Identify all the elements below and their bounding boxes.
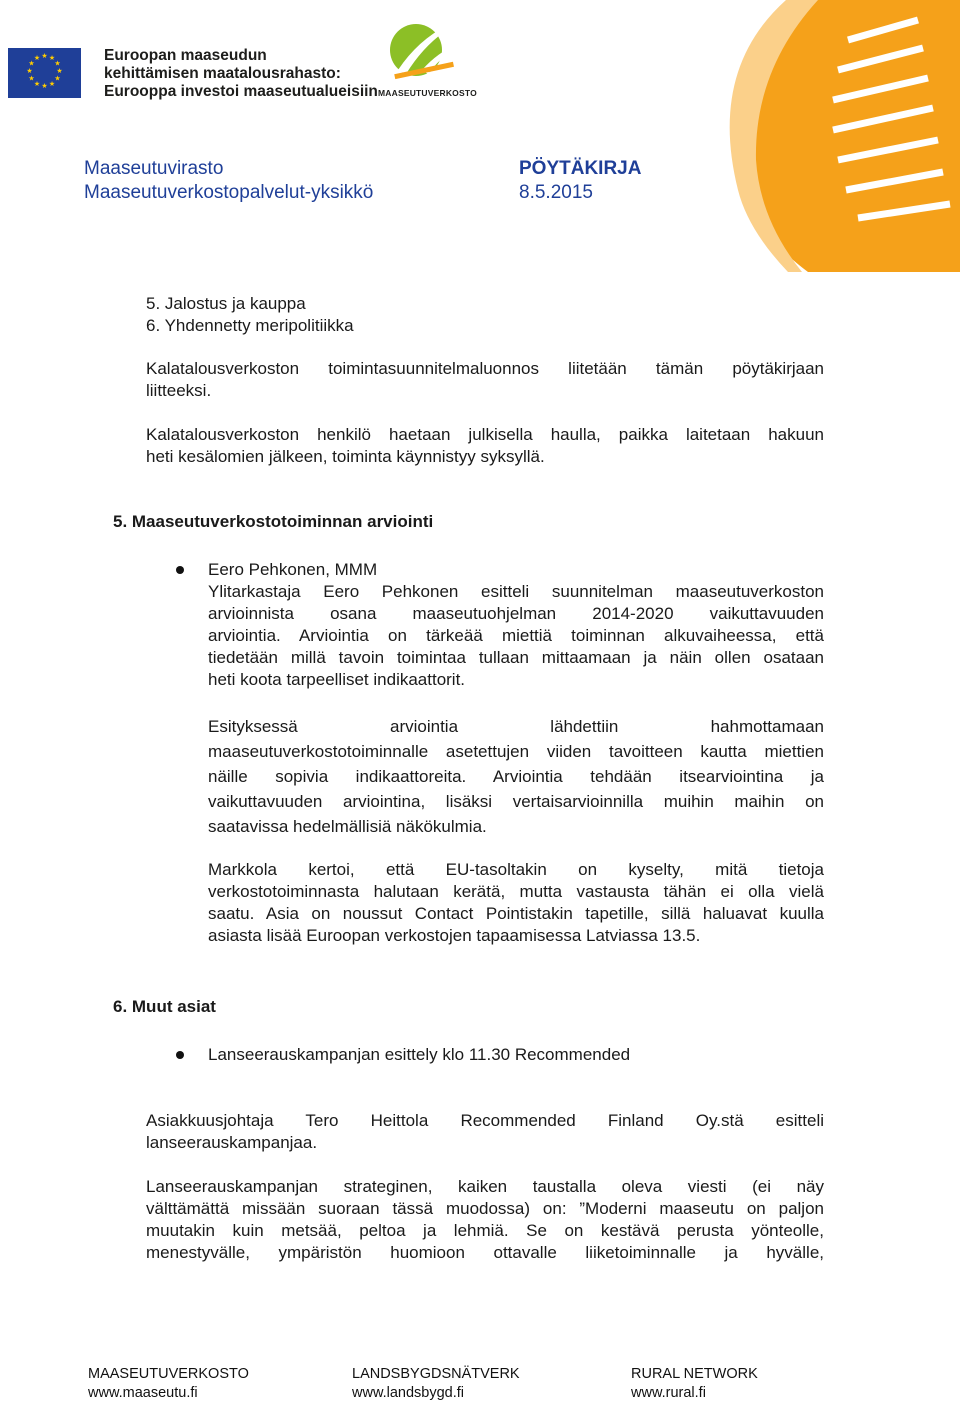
paragraph-line: Kalatalousverkoston henkilö haetaan julkisella haulla, paikka laitetaan hakuun xyxy=(146,425,824,444)
paragraph-line: vaikuttavuuden arviointina, lisäksi vertaisarvioinnilla muihin maihin on xyxy=(208,792,824,811)
paragraph-line: arvioinnista osana maaseutuohjelman 2014-2020 vaikuttavuuden xyxy=(208,604,824,623)
paragraph-line: Lanseerauskampanjan strateginen, kaiken taustalla oleva viesti (ei näy xyxy=(146,1177,824,1196)
paragraph-line: menestyvälle, ympäristön huomioon ottavalle liiketoiminnalle ja hyvälle, xyxy=(146,1243,824,1262)
paragraph-line: muutakin kuin metsää, peltoa ja lehmiä. Se on kestävä perusta yönteolle, xyxy=(146,1221,824,1240)
paragraph-line: maaseutuverkostotoiminnalle asetettujen viiden tavoitteen kautta miettien xyxy=(208,742,824,761)
eu-text-line1: Euroopan maaseudun xyxy=(104,47,267,64)
footer-column-landsbygdsnatverk xyxy=(352,1365,520,1403)
footer-network-name: MAASEUTUVERKOSTO xyxy=(88,1366,249,1382)
paragraph-line: arviointia. Arviointia on tärkeää miettiä toiminnan alkuvaiheessa, että xyxy=(208,626,824,645)
svg-text:★: ★ xyxy=(33,54,41,62)
paragraph-line: näille sopivia indikaattoreita. Arviointia tehdään itsearviointina ja xyxy=(208,767,824,786)
list-item: 6. Yhdennetty meripolitiikka xyxy=(146,316,354,335)
bullet-icon xyxy=(176,1051,184,1059)
list-item: 5. Jalostus ja kauppa xyxy=(146,294,306,313)
eu-fund-text xyxy=(104,47,378,101)
svg-text:★: ★ xyxy=(48,54,56,62)
org-name: Maaseutuvirasto xyxy=(84,158,224,179)
svg-text:★: ★ xyxy=(41,82,48,90)
section-heading: 5. Maaseutuverkostotoiminnan arviointi xyxy=(113,512,434,531)
bullet-title: Lanseerauskampanjan esittely klo 11.30 Recommended xyxy=(208,1045,631,1064)
maaseutuverkosto-logo-label: MAASEUTUVERKOSTO xyxy=(378,88,477,98)
corner-decoration xyxy=(588,0,960,272)
svg-text:★: ★ xyxy=(33,80,41,88)
svg-text:★: ★ xyxy=(41,52,48,60)
paragraph-line: Markkola kertoi, että EU-tasoltakin on kyselty, mitä tietoja xyxy=(208,860,824,879)
document-header-right xyxy=(519,157,641,205)
eu-stars-icon xyxy=(8,48,81,98)
eu-flag-logo xyxy=(8,48,81,98)
paragraph-line: Ylitarkastaja Eero Pehkonen esitteli suunnitelman maaseutuverkoston xyxy=(208,582,824,601)
paragraph-line: saatu. Asia on noussut Contact Pointistakin tapetille, sillä haluavat kuulla xyxy=(208,904,824,923)
footer-column-rural-network xyxy=(631,1365,758,1403)
eu-text-line2: kehittämisen maatalousrahasto: xyxy=(104,65,341,82)
paragraph-line: liitteeksi. xyxy=(146,381,212,400)
bullet-icon xyxy=(176,566,184,574)
svg-text:★: ★ xyxy=(56,67,63,75)
unit-name: Maaseutuverkostopalvelut-yksikkö xyxy=(84,182,374,203)
paragraph-line: välttämättä missään suoraan tässä muodossa) on: ”Moderni maaseutu on paljon xyxy=(146,1199,824,1218)
eu-text-line3: Eurooppa investoi maaseutualueisiin xyxy=(104,83,378,100)
paragraph-line: Kalatalousverkoston toimintasuunnitelmaluonnos liitetään tämän pöytäkirjaan xyxy=(146,359,824,378)
footer-network-name: RURAL NETWORK xyxy=(631,1366,758,1382)
section-heading: 6. Muut asiat xyxy=(113,997,216,1016)
bullet-title: Eero Pehkonen, MMM xyxy=(208,560,378,579)
footer-url-link[interactable]: www.maaseutu.fi xyxy=(88,1385,198,1401)
document-header-left xyxy=(84,157,373,205)
paragraph-line: Asiakkuusjohtaja Tero Heittola Recommended Finland Oy.stä esitteli xyxy=(146,1111,824,1130)
footer-column-maaseutuverkosto xyxy=(88,1365,249,1403)
paragraph-line: verkostotoiminnasta halutaan kerätä, mutta vastausta tähän ei olla vielä xyxy=(208,882,824,901)
svg-text:★: ★ xyxy=(28,74,35,83)
document-type: PÖYTÄKIRJA xyxy=(519,158,642,179)
svg-text:★: ★ xyxy=(28,59,35,68)
paragraph-line: tiedetään millä tavoin toimintaa tullaan mittaamaan ja näin ollen osataan xyxy=(208,648,824,667)
footer-url-link[interactable]: www.rural.fi xyxy=(631,1385,706,1401)
document-date: 8.5.2015 xyxy=(519,182,593,203)
footer-network-name: LANDSBYGDSNÄTVERK xyxy=(352,1366,520,1382)
paragraph-line: lanseerauskampanjaa. xyxy=(146,1133,318,1152)
paragraph-line: heti kesälomien jälkeen, toiminta käynnistyy syksyllä. xyxy=(146,447,545,466)
svg-text:★: ★ xyxy=(54,74,61,83)
svg-text:★: ★ xyxy=(48,80,56,88)
svg-text:★: ★ xyxy=(54,59,61,68)
svg-text:★: ★ xyxy=(26,67,33,75)
paragraph-line: Esityksessä arviointia lähdettiin hahmottamaan xyxy=(208,717,824,736)
paragraph-line: saatavissa hedelmällisiä näkökulmia. xyxy=(208,817,487,836)
footer-url-link[interactable]: www.landsbygd.fi xyxy=(352,1385,465,1401)
paragraph-line: asiasta lisää Euroopan verkostojen tapaamisessa Latviassa 13.5. xyxy=(208,926,701,945)
paragraph-line: heti koota tarpeelliset indikaattorit. xyxy=(208,670,466,689)
